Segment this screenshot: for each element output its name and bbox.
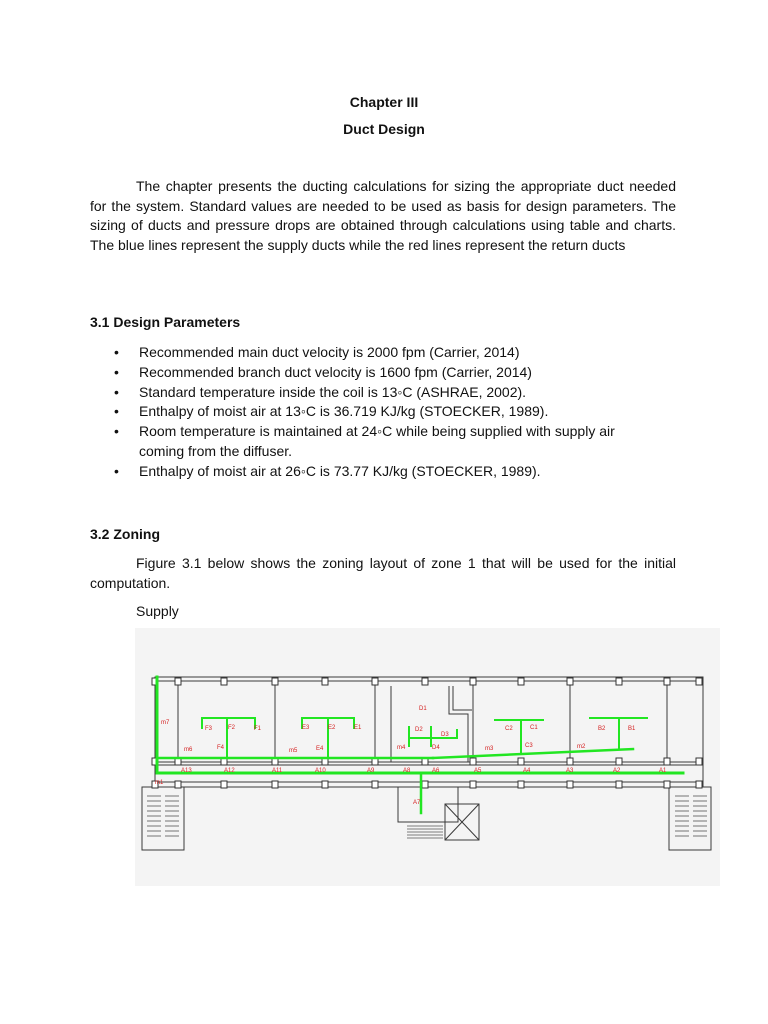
chapter-number: Chapter III [349,94,419,110]
column [567,678,573,685]
duct-label-e2: E2 [328,725,336,731]
duct-label-f1: F1 [254,726,262,732]
column [470,758,476,765]
column [616,678,622,685]
duct-label-b2: B2 [598,726,606,732]
column [422,678,428,685]
duct-label-a4: A4 [523,768,531,774]
duct-label-c1: C1 [530,725,538,731]
duct-label-a13: A13 [181,768,192,774]
duct-label-m5: m5 [289,748,298,754]
duct-label-a9: A9 [367,768,375,774]
duct-label-b1: B1 [628,726,636,732]
zoning-layout-figure [135,628,720,886]
figure-caption-supply: Supply [136,603,179,619]
column [567,781,573,788]
column [372,678,378,685]
list-item: • Recommended main duct velocity is 2000 fpm (Carrier, 2014) [90,343,690,363]
column [372,781,378,788]
column [470,781,476,788]
column [518,781,524,788]
column [518,678,524,685]
list-item: • Room temperature is maintained at 24◦C while being supplied with supply air coming from the diffuser. [90,422,649,462]
duct-label-a12: A12 [224,768,235,774]
column [696,678,702,685]
section-heading-design-parameters: 3.1 Design Parameters [90,314,241,330]
duct-label-d2: D2 [415,727,423,733]
duct-label-a10: A10 [315,768,326,774]
design-parameters-list [90,343,690,482]
column [664,758,670,765]
section-heading-zoning: 3.2 Zoning [90,526,160,542]
intro-paragraph: The chapter presents the ducting calculations for sizing the appropriate duct needed for the system. Standard values are needed to be used as basis for design parameters. The sizing of ducts and pressure drops are obtained through calculations using table and charts. The blue lines represent the supply ducts while the red lines represent the return ducts [90,178,676,253]
chapter-title: Duct Design [343,121,425,137]
duct-label-e1: E1 [354,725,362,731]
duct-label-d3: D3 [441,732,449,738]
duct-label-a8: A8 [403,768,411,774]
column [518,758,524,765]
list-item: • Enthalpy of moist air at 13◦C is 36.719 KJ/kg (STOECKER, 1989). [90,402,690,422]
duct-label-c2: C2 [505,726,513,732]
column [322,678,328,685]
duct-label-a7: A7 [413,800,421,806]
duct-label-a5: A5 [474,768,482,774]
column [696,758,702,765]
duct-label-a6: A6 [432,768,440,774]
duct-label-a1: A1 [659,768,667,774]
zoning-paragraph: Figure 3.1 below shows the zoning layout of zone 1 that will be used for the initial computation. [90,555,676,591]
floor-plan-drawing [135,628,720,886]
duct-label-d4: D4 [432,745,440,751]
duct-label-e3: E3 [302,725,310,731]
column [272,781,278,788]
column [175,678,181,685]
column [175,781,181,788]
duct-label-d1: D1 [419,706,427,712]
column [696,781,702,788]
duct-label-m7: m7 [161,720,170,726]
column [272,678,278,685]
duct-label-f2: F2 [228,725,236,731]
column [422,781,428,788]
list-item: • Enthalpy of moist air at 26◦C is 73.77 KJ/kg (STOECKER, 1989). [90,462,690,482]
column [567,758,573,765]
duct-label-c3: C3 [525,743,533,749]
column [322,781,328,788]
duct-label-a2: A2 [613,768,621,774]
column [221,781,227,788]
column [616,758,622,765]
duct-label-m2: m2 [577,744,586,750]
duct-label-m3: m3 [485,746,494,752]
column [664,781,670,788]
duct-label-a3: A3 [566,768,574,774]
duct-label-m1: m1 [155,780,164,786]
list-item: • Recommended branch duct velocity is 1600 fpm (Carrier, 2014) [90,363,690,383]
duct-label-m6: m6 [184,747,193,753]
duct-label-e4: E4 [316,746,324,752]
duct-label-a11: A11 [272,768,283,774]
list-item: • Standard temperature inside the coil is 13◦C (ASHRAE, 2002). [90,383,690,403]
duct-label-m4: m4 [397,745,406,751]
column [221,678,227,685]
column [470,678,476,685]
column [664,678,670,685]
duct-label-f4: F4 [217,745,225,751]
duct-label-f3: F3 [205,726,213,732]
column [616,781,622,788]
